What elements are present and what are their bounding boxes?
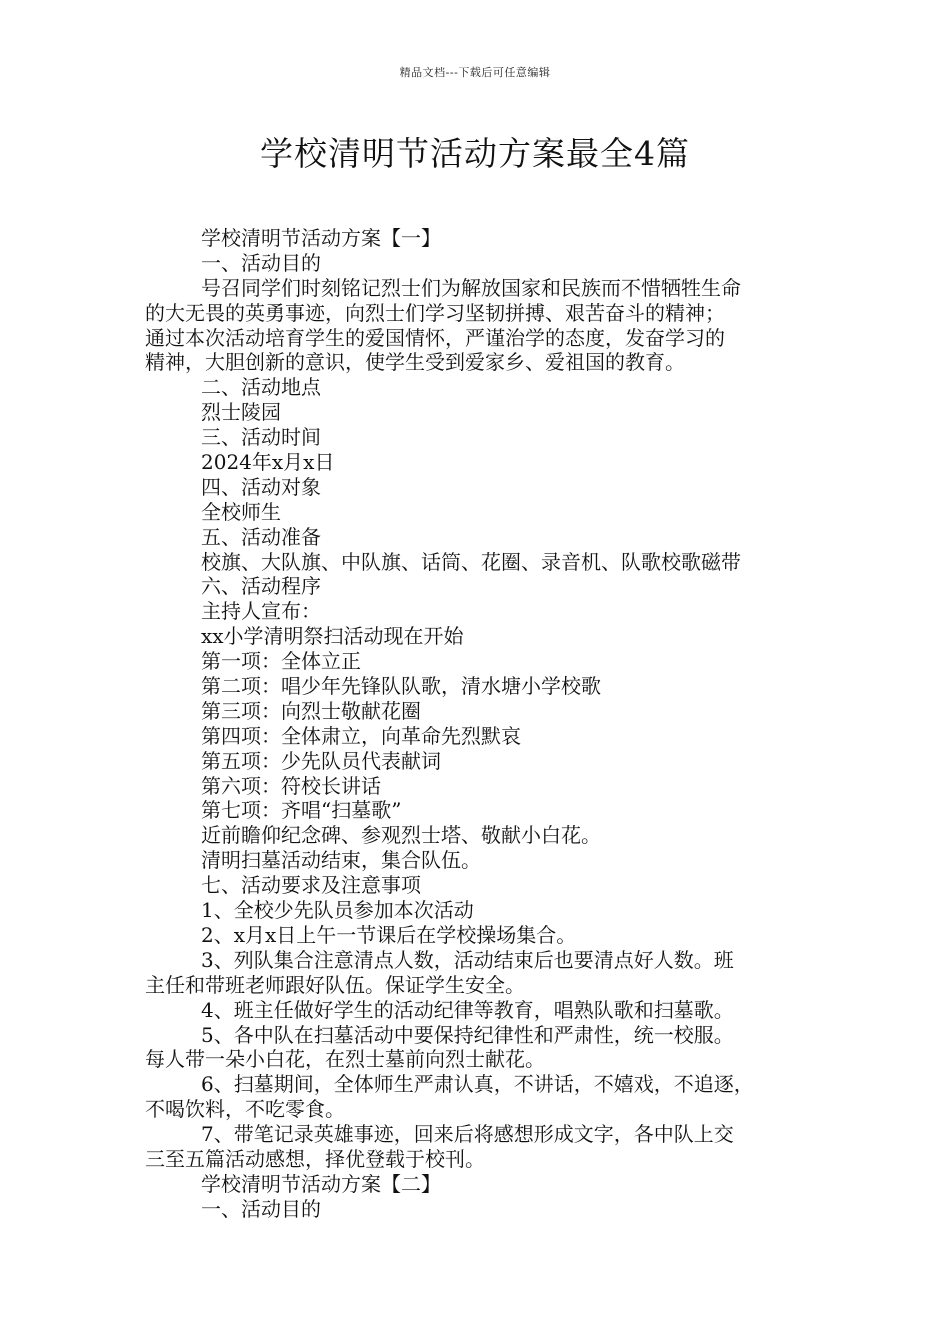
body-line: 第四项：全体肃立，向革命先烈默哀	[201, 723, 521, 748]
body-line: 学校清明节活动方案【一】	[201, 226, 441, 250]
body-line: 4、班主任做好学生的活动纪律等教育，唱熟队歌和扫墓歌。	[201, 997, 734, 1022]
body-line: 6、扫墓期间，全体师生严肃认真，不讲话，不嬉戏，不追逐，	[201, 1072, 754, 1097]
document-body	[145, 226, 810, 1222]
body-line: 3、列队集合注意清点人数，活动结束后也要清点好人数。班	[201, 947, 734, 972]
body-line: 主任和带班老师跟好队伍。保证学生安全。	[145, 972, 525, 997]
body-line: 烈士陵园	[201, 400, 281, 425]
header-note: 精品文档---下载后可任意编辑	[399, 66, 551, 79]
body-line: 一、活动目的	[201, 250, 321, 275]
body-line: 第五项：少先队员代表献词	[201, 748, 441, 773]
body-line: 全校师生	[201, 499, 281, 524]
body-line: 通过本次活动培育学生的爱国情怀，严谨治学的态度，发奋学习的	[145, 325, 725, 350]
body-line: 精神，大胆创新的意识，使学生受到爱家乡、爱祖国的教育。	[145, 350, 685, 375]
body-line: 一、活动目的	[201, 1196, 321, 1221]
body-line: xx小学清明祭扫活动现在开始	[201, 624, 464, 649]
body-line: 四、活动对象	[201, 474, 321, 499]
body-line: 第三项：向烈士敬献花圈	[201, 698, 421, 723]
body-line: 七、活动要求及注意事项	[201, 873, 421, 898]
body-line: 三至五篇活动感想，择优登载于校刊。	[145, 1146, 485, 1171]
body-line: 二、活动地点	[201, 375, 321, 400]
body-line: 主持人宣布：	[201, 599, 321, 624]
body-line: 六、活动程序	[201, 574, 321, 599]
body-line: 清明扫墓活动结束，集合队伍。	[201, 848, 481, 873]
body-line: 不喝饮料，不吃零食。	[145, 1097, 345, 1122]
body-line: 第一项：全体立正	[201, 649, 361, 674]
document-title: 学校清明节活动方案最全4篇	[260, 134, 690, 173]
body-line: 5、各中队在扫墓活动中要保持纪律性和严肃性，统一校服。	[201, 1022, 734, 1047]
body-line: 第七项：齐唱“扫墓歌”	[201, 798, 402, 823]
body-line: 第六项：符校长讲话	[201, 773, 381, 798]
body-line: 2、x月x日上午一节课后在学校操场集合。	[201, 922, 577, 947]
body-line: 号召同学们时刻铭记烈士们为解放国家和民族而不惜牺牲生命	[201, 275, 741, 300]
body-line: 五、活动准备	[201, 524, 321, 549]
body-line: 第二项：唱少年先锋队队歌，清水塘小学校歌	[201, 674, 601, 699]
body-line: 学校清明节活动方案【二】	[201, 1171, 441, 1196]
body-line: 每人带一朵小白花，在烈士墓前向烈士献花。	[145, 1047, 545, 1072]
body-line: 三、活动时间	[201, 425, 321, 450]
body-line: 7、带笔记录英雄事迹，回来后将感想形成文字，各中队上交	[201, 1122, 734, 1147]
body-line: 1、全校少先队员参加本次活动	[201, 898, 474, 923]
body-line: 校旗、大队旗、中队旗、话筒、花圈、录音机、队歌校歌磁带	[201, 549, 741, 574]
body-line: 2024年x月x日	[201, 450, 335, 475]
body-line: 的大无畏的英勇事迹，向烈士们学习坚韧拼搏、艰苦奋斗的精神；	[145, 300, 725, 325]
body-line: 近前瞻仰纪念碑、参观烈士塔、敬献小白花。	[201, 823, 601, 848]
